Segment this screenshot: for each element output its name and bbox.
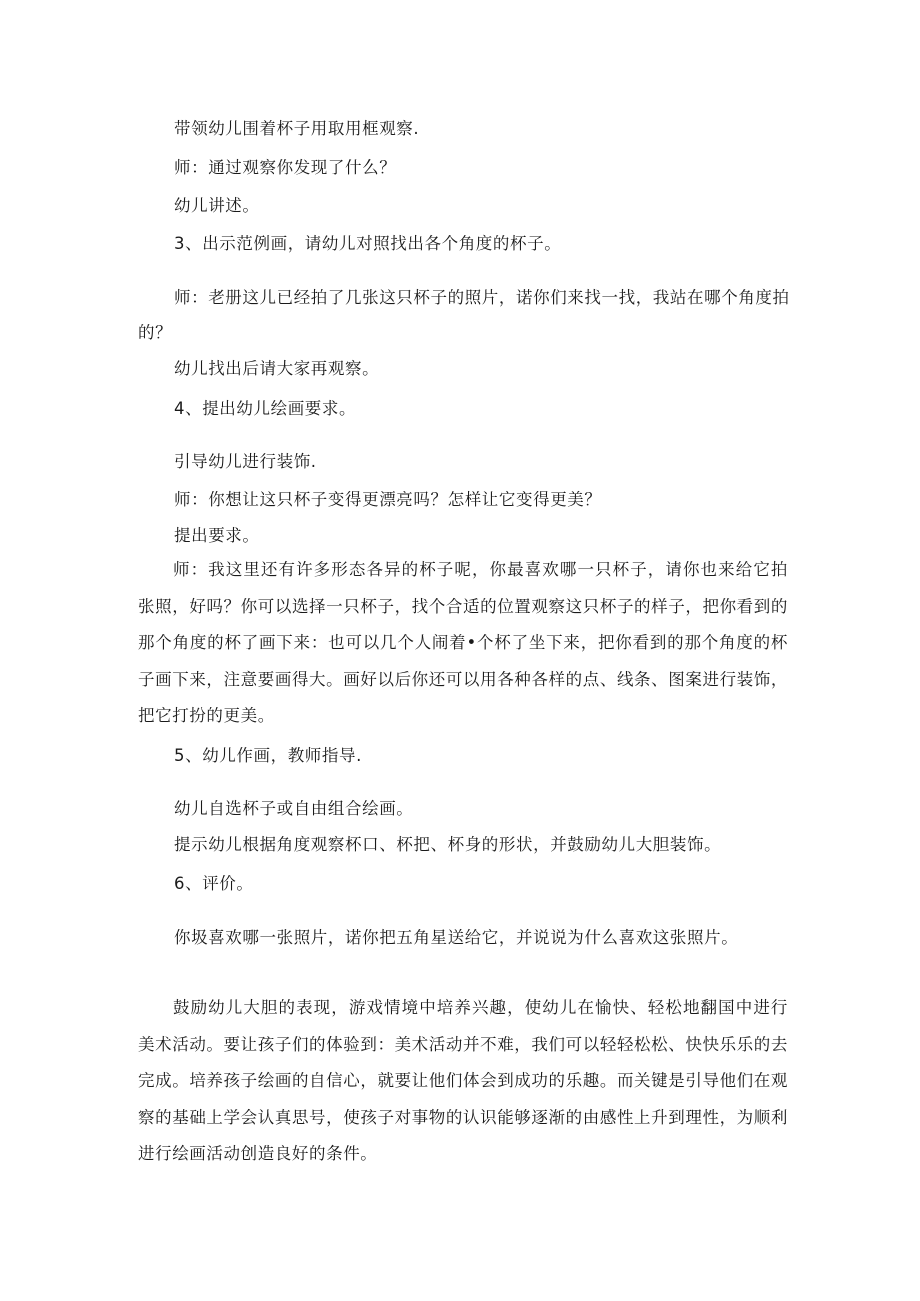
- text-line-hint-shapes: 提示幼儿根据角度观察杯口、杯把、杯身的形状，并鼓励幼儿大胆装饰。: [174, 835, 722, 854]
- text-line-evaluation: 你圾喜欢哪一张照片，诺你把五角星送给它，并说说为什么喜欢这张照片。: [174, 928, 739, 947]
- paragraph-reflection: 鼓励幼儿大胆的表现，游戏情境中培养兴趣，使幼儿在愉快、轻松地翻国中进行美术活动。要让孩子们的体验到：美术活动并不难，我们可以轻轻松松、快快乐乐的去完成。培养孩子绘画的自信心，就要让他们体会到成功的乐趣。而关键是引导他们在观察的基础上学会认真思号，使孩子对事物的认识能够逐渐的由感性上升到理性，为顺利进行绘画活动创造良好的条件。: [138, 998, 788, 1163]
- text-line-requirements: 提出要求。: [174, 526, 260, 545]
- step-3-heading: 3、出示范例画，请幼儿对照找出各个角度的杯子。: [174, 234, 562, 253]
- step-6-heading: 6、评价。: [174, 874, 254, 893]
- text-line-children-find: 幼儿找出后请大家再观察。: [174, 359, 380, 378]
- paragraph-teacher-request: 师：我这里还有许多形态各异的杯子呢，你最喜欢哪一只杯子，请你也来给它拍张照，好吗？你可以选择一只杯子，找个合适的位置观察这只杯子的样子，把你看到的那个角度的杯了画下来：也可以几个人闹着•个杯了坐下来，把你看到的那个角度的杯子画下来，注意要画得大。画好以后你还可以用各种各样的点、线条、图案进行装饰，把它打扮的更美。: [138, 560, 788, 725]
- step-5-heading: 5、幼儿作画，教师指导.: [174, 746, 362, 765]
- text-line-children-choose: 幼儿自选杯子或自由组合绘画。: [174, 799, 414, 818]
- text-line-teacher-photos-cont: 的？: [138, 323, 173, 342]
- step-4-heading: 4、提出幼儿绘画要求。: [174, 399, 357, 418]
- text-line-children-describe: 幼儿讲述。: [174, 196, 260, 215]
- text-line-teacher-photos: 师：老册这儿已经拍了几张这只杯子的照片，诺你们来找一找，我站在哪个角度拍: [174, 288, 790, 307]
- text-line-guide-decorate: 引导幼儿进行装饰.: [174, 452, 317, 471]
- text-line-teacher-question: 师：通过观察你发现了什么？: [174, 158, 397, 177]
- text-line-guide-observe: 带领幼儿围着杯子用取用框观察.: [174, 119, 420, 138]
- text-line-teacher-prettier: 师：你想让这只杯子变得更漂亮吗？怎样让它变得更美？: [174, 490, 602, 509]
